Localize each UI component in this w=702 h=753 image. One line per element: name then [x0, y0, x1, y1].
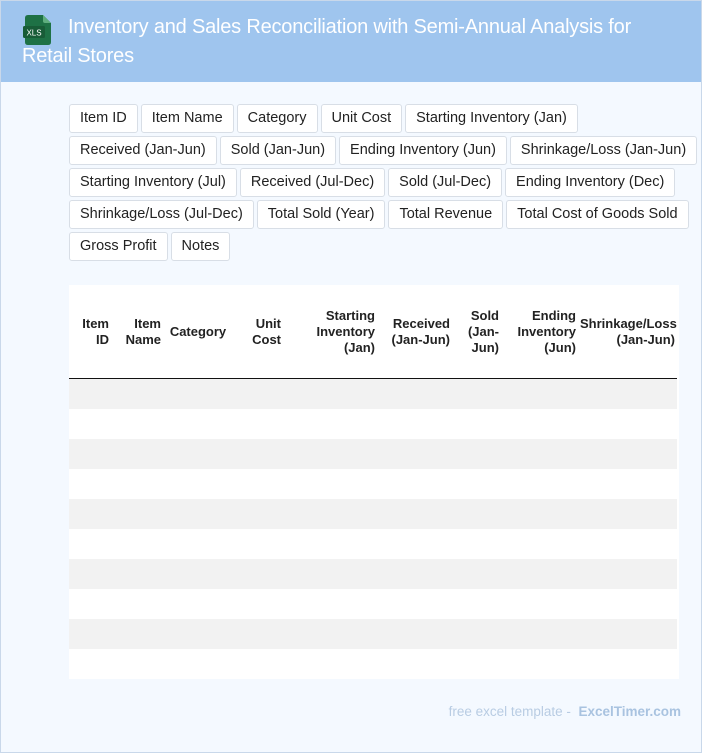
- table-cell: [163, 379, 233, 410]
- table-cell: [377, 409, 452, 439]
- field-chip[interactable]: Item Name: [141, 104, 234, 133]
- table-cell: [111, 499, 163, 529]
- table-cell: [501, 529, 578, 559]
- table-cell: [452, 469, 501, 499]
- table-cell: [111, 559, 163, 589]
- field-chip[interactable]: Total Sold (Year): [257, 200, 386, 229]
- column-header: Shrinkage/Loss (Jan-Jun): [578, 285, 677, 379]
- table-row: [69, 559, 677, 589]
- table-cell: [69, 529, 111, 559]
- table-cell: [69, 409, 111, 439]
- table-cell: [452, 589, 501, 619]
- column-header: Ending Inventory (Jun): [501, 285, 578, 379]
- table-cell: [283, 409, 377, 439]
- table-cell: [578, 409, 677, 439]
- table-cell: [69, 439, 111, 469]
- field-chip[interactable]: Total Cost of Goods Sold: [506, 200, 688, 229]
- table-cell: [283, 559, 377, 589]
- spreadsheet-preview: [69, 285, 679, 679]
- table-cell: [69, 379, 111, 410]
- table-row: [69, 469, 677, 499]
- field-chip[interactable]: Item ID: [69, 104, 138, 133]
- table-cell: [501, 499, 578, 529]
- field-chip[interactable]: Shrinkage/Loss (Jul-Dec): [69, 200, 254, 229]
- table-cell: [377, 589, 452, 619]
- field-chip[interactable]: Ending Inventory (Jun): [339, 136, 507, 165]
- table-cell: [233, 499, 283, 529]
- table-cell: [163, 559, 233, 589]
- table-cell: [377, 499, 452, 529]
- table-row: [69, 409, 677, 439]
- field-chip[interactable]: Sold (Jul-Dec): [388, 168, 502, 197]
- table-cell: [377, 469, 452, 499]
- table-row: [69, 499, 677, 529]
- table-cell: [377, 649, 452, 679]
- table-cell: [111, 469, 163, 499]
- table-cell: [283, 529, 377, 559]
- table-cell: [69, 619, 111, 649]
- table-cell: [578, 559, 677, 589]
- column-header: Received (Jan-Jun): [377, 285, 452, 379]
- page-title: Inventory and Sales Reconciliation with Semi-Annual Analysis for Retail Stores: [22, 16, 632, 67]
- table-cell: [163, 649, 233, 679]
- table-cell: [452, 649, 501, 679]
- table-cell: [233, 409, 283, 439]
- table-cell: [283, 469, 377, 499]
- table-row: [69, 379, 677, 410]
- column-header: Sold (Jan-Jun): [452, 285, 501, 379]
- field-chip[interactable]: Notes: [171, 232, 231, 261]
- table-header-row: [69, 285, 677, 379]
- field-chip[interactable]: Received (Jul-Dec): [240, 168, 385, 197]
- table-cell: [377, 619, 452, 649]
- table-cell: [377, 559, 452, 589]
- table-cell: [69, 499, 111, 529]
- table-cell: [501, 439, 578, 469]
- table-cell: [452, 559, 501, 589]
- table-cell: [377, 439, 452, 469]
- table-cell: [69, 589, 111, 619]
- field-chip[interactable]: Ending Inventory (Dec): [505, 168, 675, 197]
- table-cell: [578, 439, 677, 469]
- table-cell: [233, 649, 283, 679]
- table-cell: [578, 469, 677, 499]
- table-cell: [163, 439, 233, 469]
- table-cell: [233, 589, 283, 619]
- table-cell: [501, 649, 578, 679]
- table-cell: [163, 619, 233, 649]
- field-chip[interactable]: Sold (Jan-Jun): [220, 136, 336, 165]
- table-cell: [501, 559, 578, 589]
- table-cell: [283, 499, 377, 529]
- table-cell: [501, 409, 578, 439]
- table-cell: [163, 499, 233, 529]
- table-cell: [111, 619, 163, 649]
- table-cell: [578, 589, 677, 619]
- column-header: Starting Inventory (Jan): [283, 285, 377, 379]
- table-cell: [501, 589, 578, 619]
- field-chip[interactable]: Gross Profit: [69, 232, 168, 261]
- field-chip[interactable]: Shrinkage/Loss (Jan-Jun): [510, 136, 697, 165]
- table-cell: [283, 649, 377, 679]
- table-row: [69, 529, 677, 559]
- table-cell: [163, 469, 233, 499]
- field-chip[interactable]: Received (Jan-Jun): [69, 136, 217, 165]
- field-chip-list: [69, 104, 699, 261]
- table-cell: [501, 619, 578, 649]
- table-cell: [233, 559, 283, 589]
- table-cell: [69, 559, 111, 589]
- table-cell: [163, 589, 233, 619]
- field-chip[interactable]: Category: [237, 104, 318, 133]
- table-cell: [452, 439, 501, 469]
- table-cell: [233, 439, 283, 469]
- table-cell: [111, 439, 163, 469]
- table-cell: [578, 379, 677, 410]
- table-row: [69, 439, 677, 469]
- table-cell: [501, 469, 578, 499]
- table-cell: [578, 529, 677, 559]
- table-cell: [69, 649, 111, 679]
- table-cell: [233, 379, 283, 410]
- table-cell: [578, 499, 677, 529]
- table-cell: [163, 529, 233, 559]
- table-cell: [578, 649, 677, 679]
- column-header: Item Name: [111, 285, 163, 379]
- column-header: Unit Cost: [233, 285, 283, 379]
- table-cell: [283, 589, 377, 619]
- table-cell: [283, 619, 377, 649]
- table-cell: [452, 619, 501, 649]
- table-body: [69, 379, 677, 680]
- table-cell: [452, 499, 501, 529]
- table-cell: [111, 649, 163, 679]
- table-cell: [233, 469, 283, 499]
- table-cell: [163, 409, 233, 439]
- table-cell: [111, 529, 163, 559]
- field-chip[interactable]: Total Revenue: [388, 200, 503, 229]
- table-cell: [283, 439, 377, 469]
- table-row: [69, 649, 677, 679]
- column-header: Category: [163, 285, 233, 379]
- footer-prefix: free excel template -: [448, 704, 571, 719]
- table-cell: [501, 379, 578, 410]
- table-cell: [233, 529, 283, 559]
- table-cell: [578, 619, 677, 649]
- page-header: [1, 1, 701, 82]
- table-cell: [69, 469, 111, 499]
- table-cell: [452, 409, 501, 439]
- table-cell: [452, 379, 501, 410]
- column-header: Item ID: [69, 285, 111, 379]
- table-cell: [233, 619, 283, 649]
- table-cell: [111, 379, 163, 410]
- footer-credit: [449, 704, 681, 719]
- table-cell: [111, 589, 163, 619]
- table-cell: [452, 529, 501, 559]
- xls-icon-label: XLS: [26, 28, 42, 38]
- table-row: [69, 619, 677, 649]
- field-chip[interactable]: Unit Cost: [321, 104, 403, 133]
- table-row: [69, 589, 677, 619]
- field-chip[interactable]: Starting Inventory (Jul): [69, 168, 237, 197]
- table-cell: [111, 409, 163, 439]
- table-cell: [377, 379, 452, 410]
- table-cell: [283, 379, 377, 410]
- data-table: [69, 285, 677, 679]
- table-cell: [377, 529, 452, 559]
- footer-brand-link[interactable]: ExcelTimer.com: [578, 704, 681, 719]
- field-chip[interactable]: Starting Inventory (Jan): [405, 104, 578, 133]
